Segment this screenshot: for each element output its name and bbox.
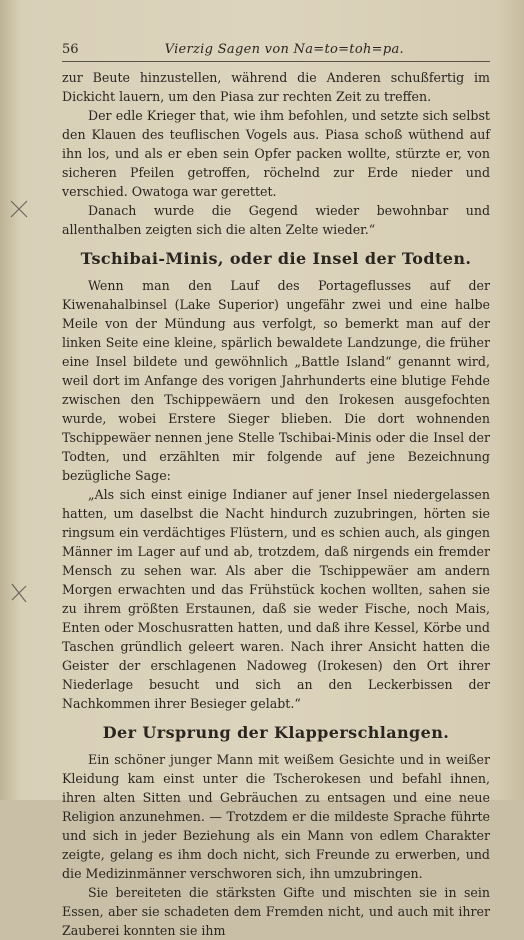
paragraph: Sie bereiteten die stärksten Gifte und mischten sie in sein Essen, aber sie schadeten dem Fremden nicht, und auch mit ihrer Zauberei konnten sie ihm (62, 885, 490, 938)
page-number: 56 (62, 42, 79, 57)
header-rule (62, 61, 490, 62)
running-title: Vierzig Sagen von Na=to=toh=pa. (164, 42, 404, 57)
paragraph: Danach wurde die Gegend wieder bewohnbar und allenthalben zeigten sich die alten Zelte wieder.“ (62, 203, 490, 237)
paragraph: Wenn man den Lauf des Portageflusses auf der Kiwenahalbinsel (Lake Superior) ungefähr zwei und eine halbe Meile von der Mündung aus verfolgt, so bemerkt man auf der linken Seite eine kleine, spärlich bewaldete Landzunge, die früher eine Insel bildete und gewöhnlich „Battle Island“ genannt wird, weil dort im Anfange des vorigen Jahrhunderts eine blutige Fehde zwischen den Tschippewäern und den Irokesen ausgefochten wurde, wobei Erstere Sieger blieben. Die dort wohnenden Tschippewäer nennen jene Stelle Tschibai-Minis oder die Insel der Todten, und erzählten mir folgende auf jene Bezeichnung bezügliche Sage: (62, 278, 490, 483)
page-header (62, 42, 490, 57)
paragraph: Ein schöner junger Mann mit weißem Gesichte und in weißer Kleidung kam einst unter die Tscherokesen und befahl ihnen, ihren alten Sitten und Gebräuchen zu entsagen und eine neue Religion anzunehmen. — Trotzdem er die mildeste Sprache führte und sich in jeder Beziehung als ein Mann von edlem Charakter zeigte, gelang es ihm doch nicht, sich Freunde zu erwerben, und die Medizinmänner verschworen sich, ihn umzubringen. (62, 752, 490, 881)
paragraph: Der edle Krieger that, wie ihm befohlen, und setzte sich selbst den Klauen des teuflischen Vogels aus. Piasa schoß wüthend auf ihn los, und als er eben sein Opfer packen wollte, stürzte er, von sicheren Pfeilen getroffen, röchelnd zur Erde nieder und verschied. Owatoga war gerettet. (62, 108, 490, 199)
paragraph: zur Beute hinzustellen, während die Anderen schußfertig im Dickicht lauern, um den Piasa zur rechten Zeit zu treffen. (62, 70, 490, 104)
section-heading: Der Ursprung der Klapperschlangen. (102, 723, 450, 742)
quoted-paragraph: „Als sich einst einige Indianer auf jener Insel niedergelassen hatten, um daselbst die Nacht hindurch zuzubringen, hörten sie ringsum ein verdächtiges Flüstern, und es schien auch, als gingen Männer im Lager auf und ab, trotzdem, daß nirgends ein fremder Mensch zu sehen war. Als aber die Tschippewäer am andern Morgen erwachten und das Frühstück kochen wollten, sahen sie zu ihrem größten Erstaunen, daß sie weder Fische, noch Mais, Enten oder Moschusratten hatten, und daß ihre Kessel, Körbe und Taschen gründlich geleert waren. Nach ihrer Ansicht hatten die Geister der erschlagenen Nadoweg (Irokesen) den Ort ihrer Niederlage besucht und sich an den Leckerbissen der Nachkommen ihrer Besieger gelabt.“ (62, 487, 490, 711)
section-heading: Tschibai-Minis, oder die Insel der Todten. (80, 249, 472, 268)
pencil-cross-mark-icon (8, 582, 30, 604)
pencil-cross-mark-icon (8, 198, 30, 220)
